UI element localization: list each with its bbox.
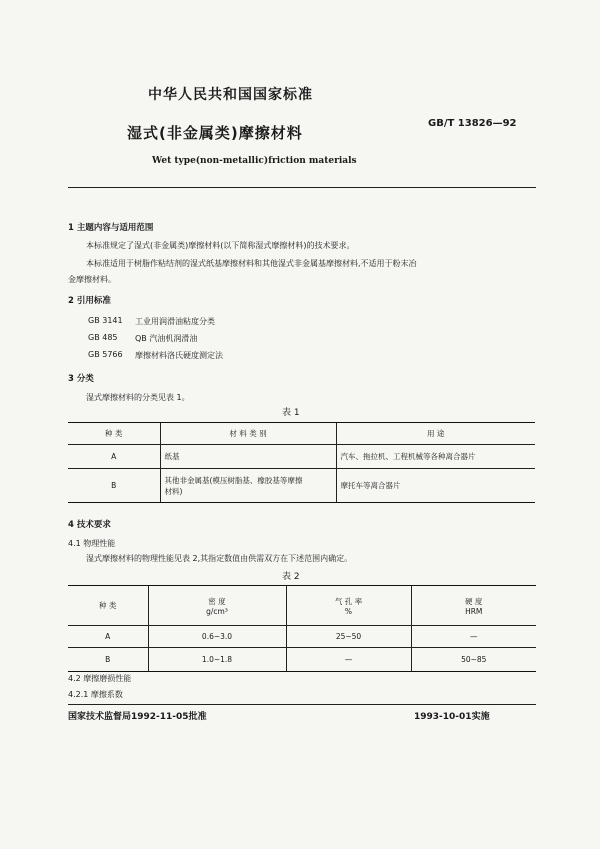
header-unit: g/cm³ — [206, 606, 228, 616]
section-4-heading: 4 技术要求 — [68, 520, 111, 530]
table-header-row — [68, 586, 536, 626]
footer-divider — [68, 704, 536, 705]
table-header-row — [68, 423, 535, 445]
table-row — [68, 626, 536, 648]
table-cell — [160, 469, 336, 503]
section-1-paragraph-2-line-2: 金摩擦材料。 — [68, 275, 116, 284]
section-1-paragraph-1: 本标准规定了湿式(非金属类)摩擦材料(以下简称湿式摩擦材料)的技术要求。 — [86, 241, 355, 250]
table-cell: 汽车、拖拉机、工程机械等各种离合器片 — [336, 445, 535, 469]
section-2-heading: 2 引用标准 — [68, 296, 111, 306]
table-cell: 0.6~3.0 — [148, 626, 286, 648]
physical-properties-table — [68, 585, 536, 672]
section-3-heading: 3 分类 — [68, 374, 94, 384]
document-title-cn: 湿式(非金属类)摩擦材料 — [127, 124, 303, 142]
table-cell: 1.0~1.8 — [148, 648, 286, 672]
table-cell: 纸基 — [160, 445, 336, 469]
table-cell: 25~50 — [286, 626, 411, 648]
header-unit: HRM — [465, 606, 483, 616]
table-cell: 50~85 — [411, 648, 536, 672]
table-header-cell — [68, 586, 148, 626]
subsection-4-2-heading: 4.2 摩擦磨损性能 — [68, 674, 132, 683]
standard-code: GB/T 13826—92 — [428, 118, 517, 129]
table-cell: B — [68, 469, 160, 503]
table-header-cell — [411, 586, 536, 626]
reference-name: 摩擦材料洛氏硬度测定法 — [135, 351, 223, 360]
header-label: 气 孔 率 — [334, 596, 363, 606]
table-cell-line: 材料) — [164, 486, 183, 496]
table-header-cell: 用 途 — [336, 423, 535, 445]
national-standard-heading: 中华人民共和国国家标准 — [148, 87, 313, 103]
header-unit: % — [344, 606, 353, 616]
header-label: 种 类 — [99, 601, 117, 610]
reference-code: GB 3141 — [88, 316, 123, 325]
table-1-caption: 表 1 — [282, 408, 300, 418]
approval-date: 国家技术监督局1992-11-05批准 — [68, 712, 207, 722]
header-label: 硬 度 — [465, 596, 483, 606]
subsection-4-1-heading: 4.1 物理性能 — [68, 539, 116, 548]
section-4-1-paragraph: 湿式摩擦材料的物理性能见表 2,其指定数值由供需双方在下述范围内确定。 — [86, 554, 353, 563]
classification-table — [68, 422, 535, 503]
subsection-4-2-1-heading: 4.2.1 摩擦系数 — [68, 690, 123, 699]
table-cell: A — [68, 445, 160, 469]
table-header-cell: 种 类 — [68, 423, 160, 445]
table-header-cell: 材 料 类 别 — [160, 423, 336, 445]
reference-code: GB 5766 — [88, 350, 123, 359]
reference-name: 工业用润滑油粘度分类 — [135, 317, 215, 326]
table-cell: — — [411, 626, 536, 648]
section-3-paragraph: 湿式摩擦材料的分类见表 1。 — [86, 393, 190, 402]
table-header-cell — [286, 586, 411, 626]
table-cell: A — [68, 626, 148, 648]
table-row — [68, 469, 535, 503]
table-2-caption: 表 2 — [282, 572, 300, 582]
table-row — [68, 445, 535, 469]
reference-name: QB 汽油机润滑油 — [135, 334, 198, 343]
table-cell: B — [68, 648, 148, 672]
header-label: 密 度 — [208, 596, 226, 606]
header-divider — [68, 187, 536, 188]
table-row — [68, 648, 536, 672]
reference-code: GB 485 — [88, 333, 118, 342]
table-cell-line: 其他非金属基(模压树脂基、橡胶基等摩擦 — [164, 475, 303, 485]
table-cell: — — [286, 648, 411, 672]
section-1-paragraph-2-line-1: 本标准适用于树脂作粘结剂的湿式纸基摩擦材料和其他湿式非金属基摩擦材料,不适用于粉末冶 — [86, 259, 417, 268]
document-title-en: Wet type(non-metallic)friction materials — [152, 156, 357, 166]
section-1-heading: 1 主题内容与适用范围 — [68, 223, 154, 233]
effective-date: 1993-10-01实施 — [414, 712, 490, 722]
table-cell: 摩托车等离合器片 — [336, 469, 535, 503]
table-header-cell — [148, 586, 286, 626]
